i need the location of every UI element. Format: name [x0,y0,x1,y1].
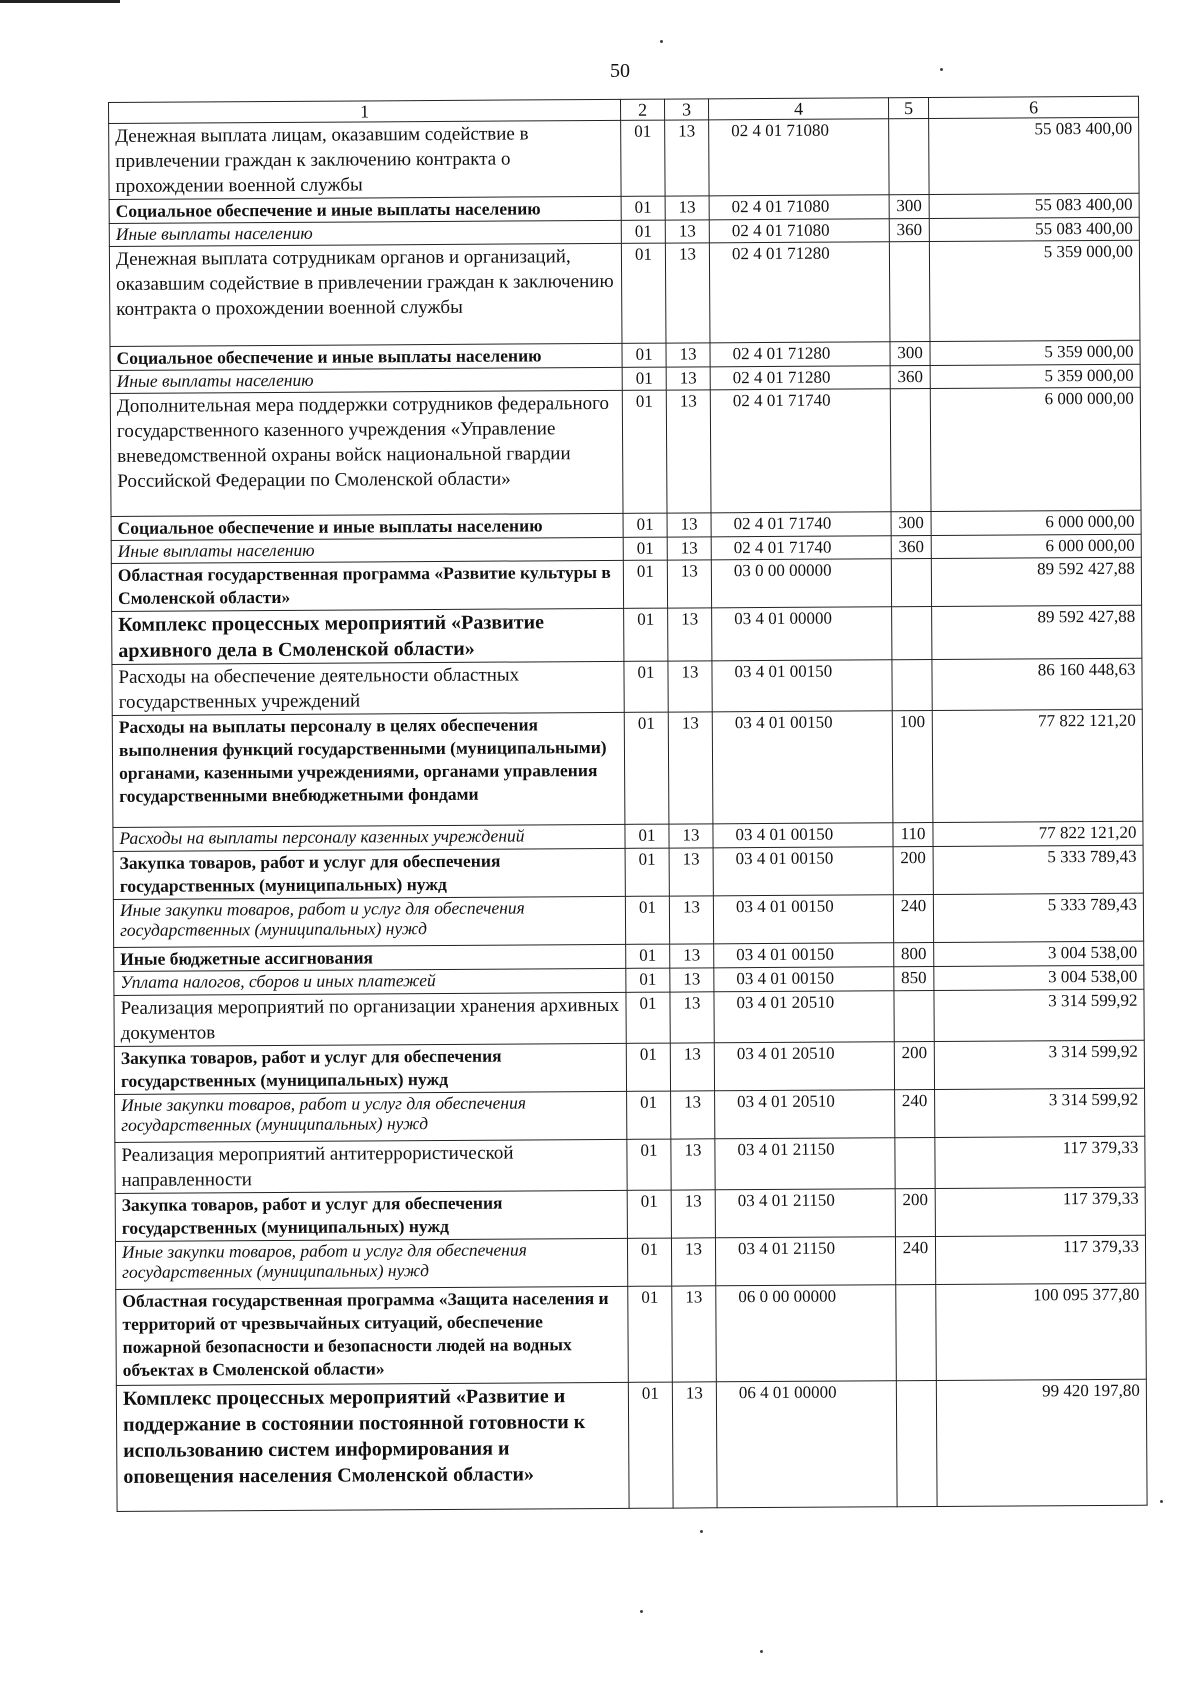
row-amount: 6 000 000,00 [931,510,1141,535]
row-name-cell: Закупка товаров, работ и услуг для обеспечения государственных (муниципальных) нужд [115,1190,627,1241]
row-section-code: 01 [623,560,667,608]
row-amount: 117 379,33 [935,1136,1145,1188]
row-name-cell: Закупка товаров, работ и услуг для обеспечения государственных (муниципальных) нужд [113,848,625,899]
row-name-cell: Комплекс процессных мероприятий «Развитие архивного дела в Смоленской области» [112,608,624,664]
row-section-code: 01 [623,513,667,537]
scan-edge-mark [0,0,120,3]
row-section-code: 01 [625,824,669,848]
table-row [112,605,1142,664]
row-name-cell: Иные выплаты населению [109,220,621,246]
row-expense-type-code [894,990,934,1041]
row-subsection-code: 13 [665,243,710,343]
row-section-code: 01 [621,220,665,243]
row-name-cell: Социальное обеспечение и иные выплаты населению [109,196,621,223]
row-subsection-code: 13 [666,390,711,513]
row-expense-type-code [889,241,930,341]
row-amount: 5 333 789,43 [933,845,1143,894]
row-target-article-code: 02 4 01 71740 [711,512,891,537]
row-section-code: 01 [628,1286,673,1382]
scan-speck [760,1650,763,1653]
row-section-code: 01 [622,390,667,513]
row-section-code: 01 [627,1139,671,1190]
row-subsection-code: 13 [672,1286,717,1382]
row-expense-type-code [889,118,929,194]
scan-speck [660,40,663,43]
row-section-code: 01 [626,968,670,992]
row-target-article-code: 03 4 01 00150 [714,967,894,992]
row-target-article-code: 02 4 01 71080 [709,119,889,196]
header-col-2: 2 [620,99,664,120]
row-section-code: 01 [624,608,668,661]
row-expense-type-code: 300 [891,511,931,535]
row-name-cell: Иные закупки товаров, работ и услуг для обеспечения государственных (муниципальных) нужд [115,1238,627,1289]
row-subsection-code: 13 [669,896,713,944]
row-amount: 6 000 000,00 [930,387,1141,511]
row-name-cell: Комплекс процессных мероприятий «Развитие и поддержание в состоянии постоянной готовности к использованию систем информирования и оповещения населения Смоленской области» [116,1382,629,1511]
row-amount: 3 314 599,92 [935,1088,1145,1137]
row-target-article-code: 02 4 01 71080 [709,195,889,220]
row-target-article-code: 06 0 00 00000 [716,1285,897,1382]
row-expense-type-code [892,606,932,659]
row-expense-type-code: 300 [890,341,930,365]
table-row [114,1040,1144,1094]
row-section-code: 01 [621,120,665,196]
row-expense-type-code: 360 [891,535,931,558]
row-name-cell: Расходы на обеспечение деятельности областных государственных учреждений [112,661,624,715]
row-amount: 77 822 121,20 [932,709,1143,822]
row-subsection-code: 13 [667,560,711,608]
row-subsection-code: 13 [670,944,714,968]
row-target-article-code: 03 4 01 00150 [714,943,894,968]
row-amount: 5 333 789,43 [933,893,1143,942]
row-name-cell: Социальное обеспечение и иные выплаты населению [110,343,622,370]
row-name-cell: Реализация мероприятий антитеррористической направленности [115,1139,627,1193]
row-amount: 89 592 427,88 [932,605,1142,659]
row-section-code: 01 [625,848,669,896]
table-row [112,658,1142,715]
row-name-cell: Реализация мероприятий по организации хранения архивных документов [114,992,626,1046]
row-expense-type-code [890,388,931,511]
row-name-cell: Иные выплаты населению [111,537,623,563]
row-section-code: 01 [625,896,669,944]
row-amount: 55 083 400,00 [929,193,1139,218]
budget-table [108,96,1148,1512]
row-target-article-code: 03 4 01 21150 [715,1237,895,1286]
row-subsection-code: 13 [665,196,709,220]
table-body [109,117,1147,1511]
row-section-code: 01 [627,1091,671,1139]
row-expense-type-code: 360 [890,365,930,388]
row-amount: 3 314 599,92 [934,1040,1144,1089]
row-subsection-code: 13 [667,537,711,560]
row-subsection-code: 13 [667,513,711,537]
row-target-article-code: 02 4 01 71280 [709,242,890,343]
table-row [109,240,1140,346]
row-target-article-code: 03 4 01 00150 [713,847,893,896]
row-target-article-code: 03 4 01 00150 [712,660,892,712]
row-name-cell: Областная государственная программа «Развитие культуры в Смоленской области» [111,560,623,611]
table-row [116,1379,1147,1511]
row-section-code: 01 [628,1382,673,1508]
row-target-article-code: 03 4 01 00150 [713,895,893,944]
table-row [116,1283,1147,1385]
row-target-article-code: 03 4 01 20510 [714,991,894,1043]
row-amount: 117 379,33 [935,1187,1145,1236]
row-name-cell: Закупка товаров, работ и услуг для обеспечения государственных (муниципальных) нужд [114,1043,626,1094]
row-expense-type-code: 110 [893,822,933,846]
row-name-cell: Денежная выплата лицам, оказавшим содействие в привлечении граждан к заключению контракта о прохождении военной службы [109,120,621,199]
row-target-article-code: 03 4 01 20510 [715,1090,895,1139]
row-expense-type-code: 300 [889,194,929,218]
row-subsection-code: 13 [671,1091,715,1139]
header-col-3: 3 [664,99,708,120]
row-subsection-code: 13 [665,120,709,196]
table-row [109,117,1139,199]
table-row [115,1088,1145,1142]
row-section-code: 01 [626,944,670,968]
row-name-cell: Иные выплаты населению [110,367,622,393]
table-row [113,845,1143,899]
row-expense-type-code: 200 [895,1188,935,1236]
row-section-code: 01 [626,992,670,1043]
row-target-article-code: 03 4 01 00150 [713,823,893,848]
row-subsection-code: 13 [668,712,713,824]
row-subsection-code: 13 [669,824,713,848]
row-target-article-code: 03 4 01 00000 [712,607,892,661]
row-amount: 5 359 000,00 [930,340,1140,365]
scan-speck [1160,1500,1163,1503]
row-expense-type-code: 800 [894,942,934,966]
row-subsection-code: 13 [668,608,712,661]
row-name-cell: Дополнительная мера поддержки сотрудников федерального государственного казенного учреждения «Управление вневедомственной охраны войск национальной гвардии Российской Федерации по Смоленской области» [110,390,623,516]
header-col-4: 4 [708,98,888,120]
row-name-cell: Социальное обеспечение и иные выплаты населению [111,513,623,540]
row-amount: 100 095 377,80 [936,1283,1147,1380]
row-expense-type-code: 200 [894,1041,934,1089]
row-expense-type-code: 100 [892,710,933,822]
row-amount: 99 420 197,80 [936,1379,1147,1506]
page-number: 50 [610,60,630,82]
row-section-code: 01 [627,1238,671,1286]
row-amount: 3 004 538,00 [934,941,1144,966]
row-expense-type-code: 360 [889,218,929,241]
row-target-article-code: 02 4 01 71280 [710,366,890,390]
row-amount: 55 083 400,00 [929,117,1139,194]
row-name-cell: Иные закупки товаров, работ и услуг для обеспечения государственных (муниципальных) нужд [113,896,625,947]
row-target-article-code: 02 4 01 71280 [710,342,890,367]
scan-speck [940,68,943,71]
row-target-article-code: 03 4 01 21150 [715,1189,895,1238]
row-expense-type-code [895,1137,935,1188]
row-expense-type-code: 240 [895,1089,935,1137]
row-subsection-code: 13 [671,1139,715,1190]
row-name-cell: Уплата налогов, сборов и иных платежей [114,968,626,995]
row-section-code: 01 [622,367,666,390]
row-section-code: 01 [623,537,667,560]
row-subsection-code: 13 [671,1238,715,1286]
row-amount: 5 359 000,00 [930,364,1140,388]
row-expense-type-code: 850 [894,966,934,990]
row-subsection-code: 13 [670,968,714,992]
row-expense-type-code: 240 [893,894,933,942]
row-expense-type-code [896,1380,937,1506]
row-name-cell: Иные закупки товаров, работ и услуг для обеспечения государственных (муниципальных) нужд [115,1091,627,1142]
row-amount: 3 004 538,00 [934,965,1144,990]
row-expense-type-code: 240 [895,1236,935,1284]
table-row [115,1187,1145,1241]
row-section-code: 01 [627,1190,671,1238]
table-row [114,989,1144,1046]
row-target-article-code: 03 4 01 21150 [715,1138,895,1190]
row-target-article-code: 03 0 00 00000 [711,559,891,608]
row-subsection-code: 13 [669,848,713,896]
row-target-article-code: 03 4 01 00150 [712,711,893,824]
row-amount: 3 314 599,92 [934,989,1144,1041]
row-amount: 86 160 448,63 [932,658,1142,710]
row-amount: 89 592 427,88 [931,557,1141,606]
row-section-code: 01 [621,243,666,343]
row-name-cell: Областная государственная программа «Защита населения и территорий от чрезвычайных ситуаций, обеспечение пожарной безопасности и безопасности людей на водных объектах в Смоленской области» [116,1286,629,1385]
table-row [113,893,1143,947]
row-amount: 6 000 000,00 [931,534,1141,558]
row-subsection-code: 13 [666,367,710,390]
row-target-article-code: 02 4 01 71740 [711,536,891,560]
header-col-6: 6 [928,96,1138,118]
table-row [112,709,1143,827]
row-target-article-code: 06 4 01 00000 [716,1381,897,1508]
row-subsection-code: 13 [671,1190,715,1238]
row-name-cell: Иные бюджетные ассигнования [114,944,626,971]
row-subsection-code: 13 [668,661,712,712]
row-name-cell: Денежная выплата сотрудникам органов и организаций, оказавшим содействие в привлечении граждан к заключению контракта о прохождении военной службы [109,243,622,346]
scan-speck [640,1610,643,1613]
row-amount: 55 083 400,00 [929,217,1139,241]
row-target-article-code: 03 4 01 20510 [714,1042,894,1091]
row-section-code: 01 [622,343,666,367]
row-subsection-code: 13 [670,992,714,1043]
row-subsection-code: 13 [665,220,709,243]
table-row [115,1235,1145,1289]
table-row [111,557,1141,611]
row-section-code: 01 [624,712,669,824]
row-name-cell: Расходы на выплаты персоналу казенных учреждений [113,824,625,851]
row-section-code: 01 [621,196,665,220]
row-target-article-code: 02 4 01 71740 [710,389,891,513]
row-section-code: 01 [626,1043,670,1091]
row-expense-type-code: 200 [893,846,933,894]
row-name-cell: Расходы на выплаты персоналу в целях обеспечения выполнения функций государственными (муниципальными) органами, казенными учреждениями, органами управления государственными внебюджетными фондами [112,712,625,827]
row-subsection-code: 13 [672,1382,717,1508]
row-expense-type-code [896,1284,937,1380]
table-row [110,387,1141,516]
row-target-article-code: 02 4 01 71080 [709,219,889,243]
row-subsection-code: 13 [666,343,710,367]
row-expense-type-code [892,659,932,710]
row-expense-type-code [891,558,931,606]
row-amount: 5 359 000,00 [929,240,1140,341]
row-section-code: 01 [624,661,668,712]
table-row [115,1136,1145,1193]
scan-speck [700,1530,703,1533]
header-col-1: 1 [109,99,621,123]
row-subsection-code: 13 [670,1043,714,1091]
row-amount: 117 379,33 [935,1235,1145,1284]
row-amount: 77 822 121,20 [933,821,1143,846]
header-col-5: 5 [888,97,928,118]
